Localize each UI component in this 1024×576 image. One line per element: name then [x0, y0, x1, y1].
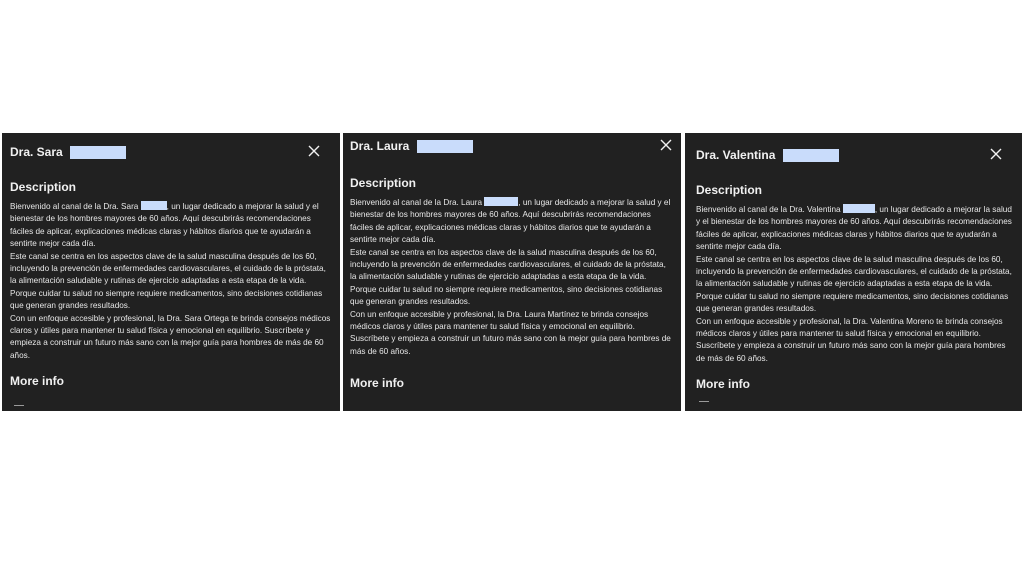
description-paragraph: Este canal se centra en los aspectos clave de la salud masculina después de los 60, incluyendo la prevención de enfermedades cardiovasculares, el cuidado de la próstata, la alimentación saludable y rutinas de ejercicio adaptadas a esta etapa de la vida. Porque cuidar tu salud no siempre requiere medicamentos, sino decisiones cotidianas que generan grandes resultados.	[10, 251, 326, 311]
description-paragraph: Bienvenido al canal de la Dra. Valentina , un lugar dedicado a mejorar la salud y el bienestar de los hombres mayores de 60 años. Aquí descubrirás recomendaciones fáciles de aplicar, explicaciones médicas claras y hábitos diarios que te ayudarán a sentirte mejor cada día.	[696, 205, 1012, 252]
clipped-content-fragment	[14, 405, 24, 406]
close-button[interactable]	[990, 148, 1004, 162]
redacted-surname	[141, 201, 167, 210]
about-panel-sara	[2, 133, 340, 411]
description-paragraph: Este canal se centra en los aspectos clave de la salud masculina después de los 60, incluyendo la prevención de enfermedades cardiovasculares, el cuidado de la próstata, la alimentación saludable y rutinas de ejercicio adaptadas a esta etapa de la vida. Porque cuidar tu salud no siempre requiere medicamentos, sino decisiones cotidianas que generan grandes resultados.	[696, 254, 1012, 314]
channel-name: Dra. Laura	[350, 139, 410, 153]
redacted-surname	[70, 146, 126, 159]
clipped-content-fragment	[699, 401, 709, 402]
panel-header	[350, 133, 673, 169]
description-heading: Description	[696, 183, 763, 197]
more-info-heading: More info	[696, 377, 750, 392]
about-panel-laura	[343, 133, 681, 411]
description-heading: Description	[10, 180, 77, 194]
description-paragraph: Este canal se centra en los aspectos clave de la salud masculina después de los 60, incluyendo la prevención de enfermedades cardiovasculares, el cuidado de la próstata, la alimentación saludable y rutinas de ejercicio adaptadas a esta etapa de la vida. Porque cuidar tu salud no siempre requiere medicamentos, sino decisiones cotidianas que generan grandes resultados.	[350, 247, 666, 307]
description-paragraph: Bienvenido al canal de la Dra. Laura , un lugar dedicado a mejorar la salud y el bienestar de los hombres mayores de 60 años. Aquí descubrirás recomendaciones fáciles de aplicar, explicaciones médicas claras y hábitos diarios que te ayudarán a sentirte mejor cada día.	[350, 198, 671, 245]
description-paragraph: Con un enfoque accesible y profesional, la Dra. Valentina Moreno te brinda consejos médicos claros y útiles para mantener tu salud física y emocional en equilibrio. Suscríbete y empieza a construir un futuro más sano con la mejor guía para hombres de más de 60 años.	[696, 316, 1006, 363]
panel-title	[10, 145, 126, 159]
close-icon	[660, 139, 672, 151]
more-info-heading: More info	[350, 376, 404, 391]
description-text	[696, 204, 1014, 365]
description-paragraph: Con un enfoque accesible y profesional, la Dra. Laura Martínez te brinda consejos médicos claros y útiles para mantener tu salud física y emocional en equilibrio. Suscríbete y empieza a construir un futuro más sano con la mejor guía para hombres de más de 60 años.	[350, 309, 671, 356]
redacted-surname	[843, 204, 875, 213]
panel-title	[696, 148, 839, 162]
description-paragraph: Bienvenido al canal de la Dra. Sara , un lugar dedicado a mejorar la salud y el bienestar de los hombres mayores de 60 años. Aquí descubrirás recomendaciones fáciles de aplicar, explicaciones médicas claras y hábitos diarios que te ayudarán a sentirte mejor cada día.	[10, 202, 319, 249]
description-heading: Description	[350, 176, 417, 190]
close-button[interactable]	[660, 139, 674, 153]
panel-title	[350, 139, 473, 153]
description-text	[350, 197, 673, 358]
close-button[interactable]	[308, 145, 322, 159]
channel-name: Dra. Sara	[10, 145, 63, 159]
redacted-surname	[417, 140, 473, 153]
more-info-heading: More info	[10, 374, 64, 389]
about-panel-valentina	[685, 133, 1022, 411]
close-icon	[990, 148, 1002, 160]
description-text	[10, 201, 332, 362]
redacted-surname	[783, 149, 839, 162]
close-icon	[308, 145, 320, 157]
description-paragraph: Con un enfoque accesible y profesional, la Dra. Sara Ortega te brinda consejos médicos claros y útiles para mantener tu salud física y emocional en equilibrio. Suscríbete y empieza a construir un futuro más sano con la mejor guía para hombres de más de 60 años.	[10, 313, 331, 360]
channel-name: Dra. Valentina	[696, 148, 776, 162]
panel-header	[696, 133, 1014, 169]
panel-header	[10, 133, 332, 169]
redacted-surname	[484, 197, 518, 206]
